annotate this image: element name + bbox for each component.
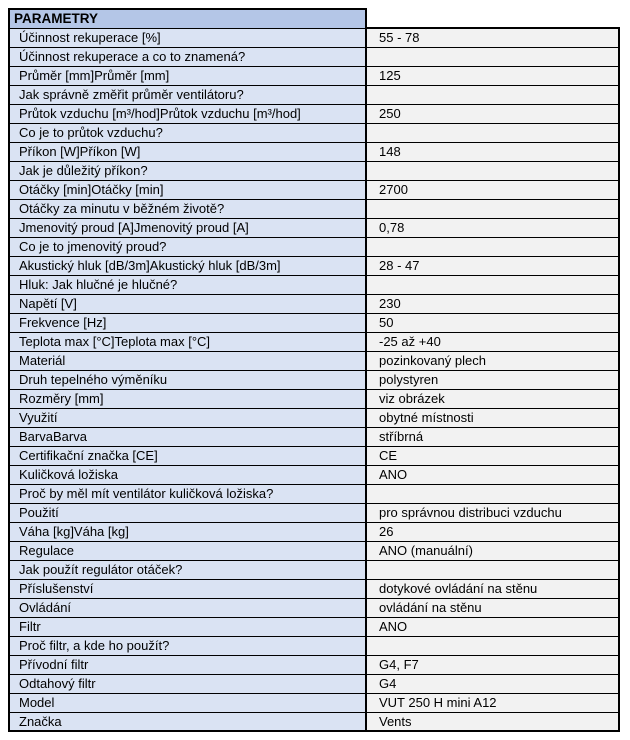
table-row (9, 560, 619, 579)
param-value: -25 až +40 (366, 332, 619, 351)
param-value: pozinkovaný plech (366, 351, 619, 370)
table-row (9, 256, 619, 275)
table-row (9, 579, 619, 598)
param-label: Certifikační značka [CE] (9, 446, 366, 465)
param-label: Napětí [V] (9, 294, 366, 313)
param-label: Jmenovitý proud [A]Jmenovitý proud [A] (9, 218, 366, 237)
param-label: Otáčky [min]Otáčky [min] (9, 180, 366, 199)
table-row (9, 294, 619, 313)
param-label: Značka (9, 712, 366, 731)
table-row (9, 370, 619, 389)
param-label: Regulace (9, 541, 366, 560)
param-value: 0,78 (366, 218, 619, 237)
param-value (366, 47, 619, 66)
table-row (9, 617, 619, 636)
param-label: Využití (9, 408, 366, 427)
param-value: ANO (manuální) (366, 541, 619, 560)
param-label: Filtr (9, 617, 366, 636)
param-value: 50 (366, 313, 619, 332)
param-value: dotykové ovládání na stěnu (366, 579, 619, 598)
table-row (9, 47, 619, 66)
param-value (366, 237, 619, 256)
param-label: Frekvence [Hz] (9, 313, 366, 332)
param-label: Jak je důležitý příkon? (9, 161, 366, 180)
table-row (9, 503, 619, 522)
param-value: viz obrázek (366, 389, 619, 408)
table-row (9, 541, 619, 560)
param-value: CE (366, 446, 619, 465)
param-label: Druh tepelného výměníku (9, 370, 366, 389)
param-value (366, 636, 619, 655)
param-label: Použití (9, 503, 366, 522)
param-label: Model (9, 693, 366, 712)
param-value: 26 (366, 522, 619, 541)
table-row (9, 674, 619, 693)
param-label: Proč by měl mít ventilátor kuličková ložiska? (9, 484, 366, 503)
table-row (9, 598, 619, 617)
param-value: 250 (366, 104, 619, 123)
param-value: G4, F7 (366, 655, 619, 674)
table-row (9, 408, 619, 427)
table-header-row (9, 9, 619, 28)
param-label: Co je to průtok vzduchu? (9, 123, 366, 142)
param-label: Rozměry [mm] (9, 389, 366, 408)
param-label: Materiál (9, 351, 366, 370)
table-row (9, 655, 619, 674)
param-value: 55 - 78 (366, 28, 619, 47)
table-row (9, 427, 619, 446)
table-row (9, 389, 619, 408)
parameters-sheet (8, 8, 620, 732)
param-value: 2700 (366, 180, 619, 199)
param-value (366, 85, 619, 104)
table-row (9, 237, 619, 256)
param-label: BarvaBarva (9, 427, 366, 446)
param-value: ANO (366, 465, 619, 484)
param-value: Vents (366, 712, 619, 731)
table-title: PARAMETRY (9, 9, 366, 28)
param-value: pro správnou distribuci vzduchu (366, 503, 619, 522)
param-label: Ovládání (9, 598, 366, 617)
param-value: 125 (366, 66, 619, 85)
table-row (9, 351, 619, 370)
param-label: Příkon [W]Příkon [W] (9, 142, 366, 161)
table-row (9, 484, 619, 503)
param-value: obytné místnosti (366, 408, 619, 427)
table-row (9, 142, 619, 161)
param-label: Odtahový filtr (9, 674, 366, 693)
table-row (9, 712, 619, 731)
table-row (9, 123, 619, 142)
table-row (9, 161, 619, 180)
table-row (9, 180, 619, 199)
table-row (9, 66, 619, 85)
param-value: G4 (366, 674, 619, 693)
parameters-table (8, 8, 620, 732)
param-value: stříbrná (366, 427, 619, 446)
table-row (9, 465, 619, 484)
param-value (366, 123, 619, 142)
param-label: Průměr [mm]Průměr [mm] (9, 66, 366, 85)
table-row (9, 636, 619, 655)
param-label: Jak správně změřit průměr ventilátoru? (9, 85, 366, 104)
param-value: ovládání na stěnu (366, 598, 619, 617)
param-label: Proč filtr, a kde ho použít? (9, 636, 366, 655)
param-label: Jak použít regulátor otáček? (9, 560, 366, 579)
param-label: Otáčky za minutu v běžném životě? (9, 199, 366, 218)
param-label: Účinnost rekuperace a co to znamená? (9, 47, 366, 66)
param-value (366, 560, 619, 579)
table-row (9, 313, 619, 332)
param-label: Teplota max [°C]Teplota max [°C] (9, 332, 366, 351)
param-label: Akustický hluk [dB/3m]Akustický hluk [dB/3m] (9, 256, 366, 275)
param-label: Přívodní filtr (9, 655, 366, 674)
param-value: 28 - 47 (366, 256, 619, 275)
param-value: ANO (366, 617, 619, 636)
table-row (9, 275, 619, 294)
param-label: Kuličková ložiska (9, 465, 366, 484)
param-value (366, 199, 619, 218)
param-label: Příslušenství (9, 579, 366, 598)
param-value: 148 (366, 142, 619, 161)
param-value (366, 484, 619, 503)
table-row (9, 332, 619, 351)
table-row (9, 446, 619, 465)
table-row (9, 199, 619, 218)
header-empty-area (366, 9, 619, 28)
param-label: Průtok vzduchu [m³/hod]Průtok vzduchu [m³/hod] (9, 104, 366, 123)
table-row (9, 218, 619, 237)
param-value (366, 275, 619, 294)
param-label: Váha [kg]Váha [kg] (9, 522, 366, 541)
table-row (9, 522, 619, 541)
param-label: Účinnost rekuperace [%] (9, 28, 366, 47)
param-value: VUT 250 H mini A12 (366, 693, 619, 712)
table-row (9, 693, 619, 712)
param-label: Co je to jmenovitý proud? (9, 237, 366, 256)
table-row (9, 28, 619, 47)
param-label: Hluk: Jak hlučné je hlučné? (9, 275, 366, 294)
param-value: 230 (366, 294, 619, 313)
table-row (9, 85, 619, 104)
param-value: polystyren (366, 370, 619, 389)
param-value (366, 161, 619, 180)
table-row (9, 104, 619, 123)
